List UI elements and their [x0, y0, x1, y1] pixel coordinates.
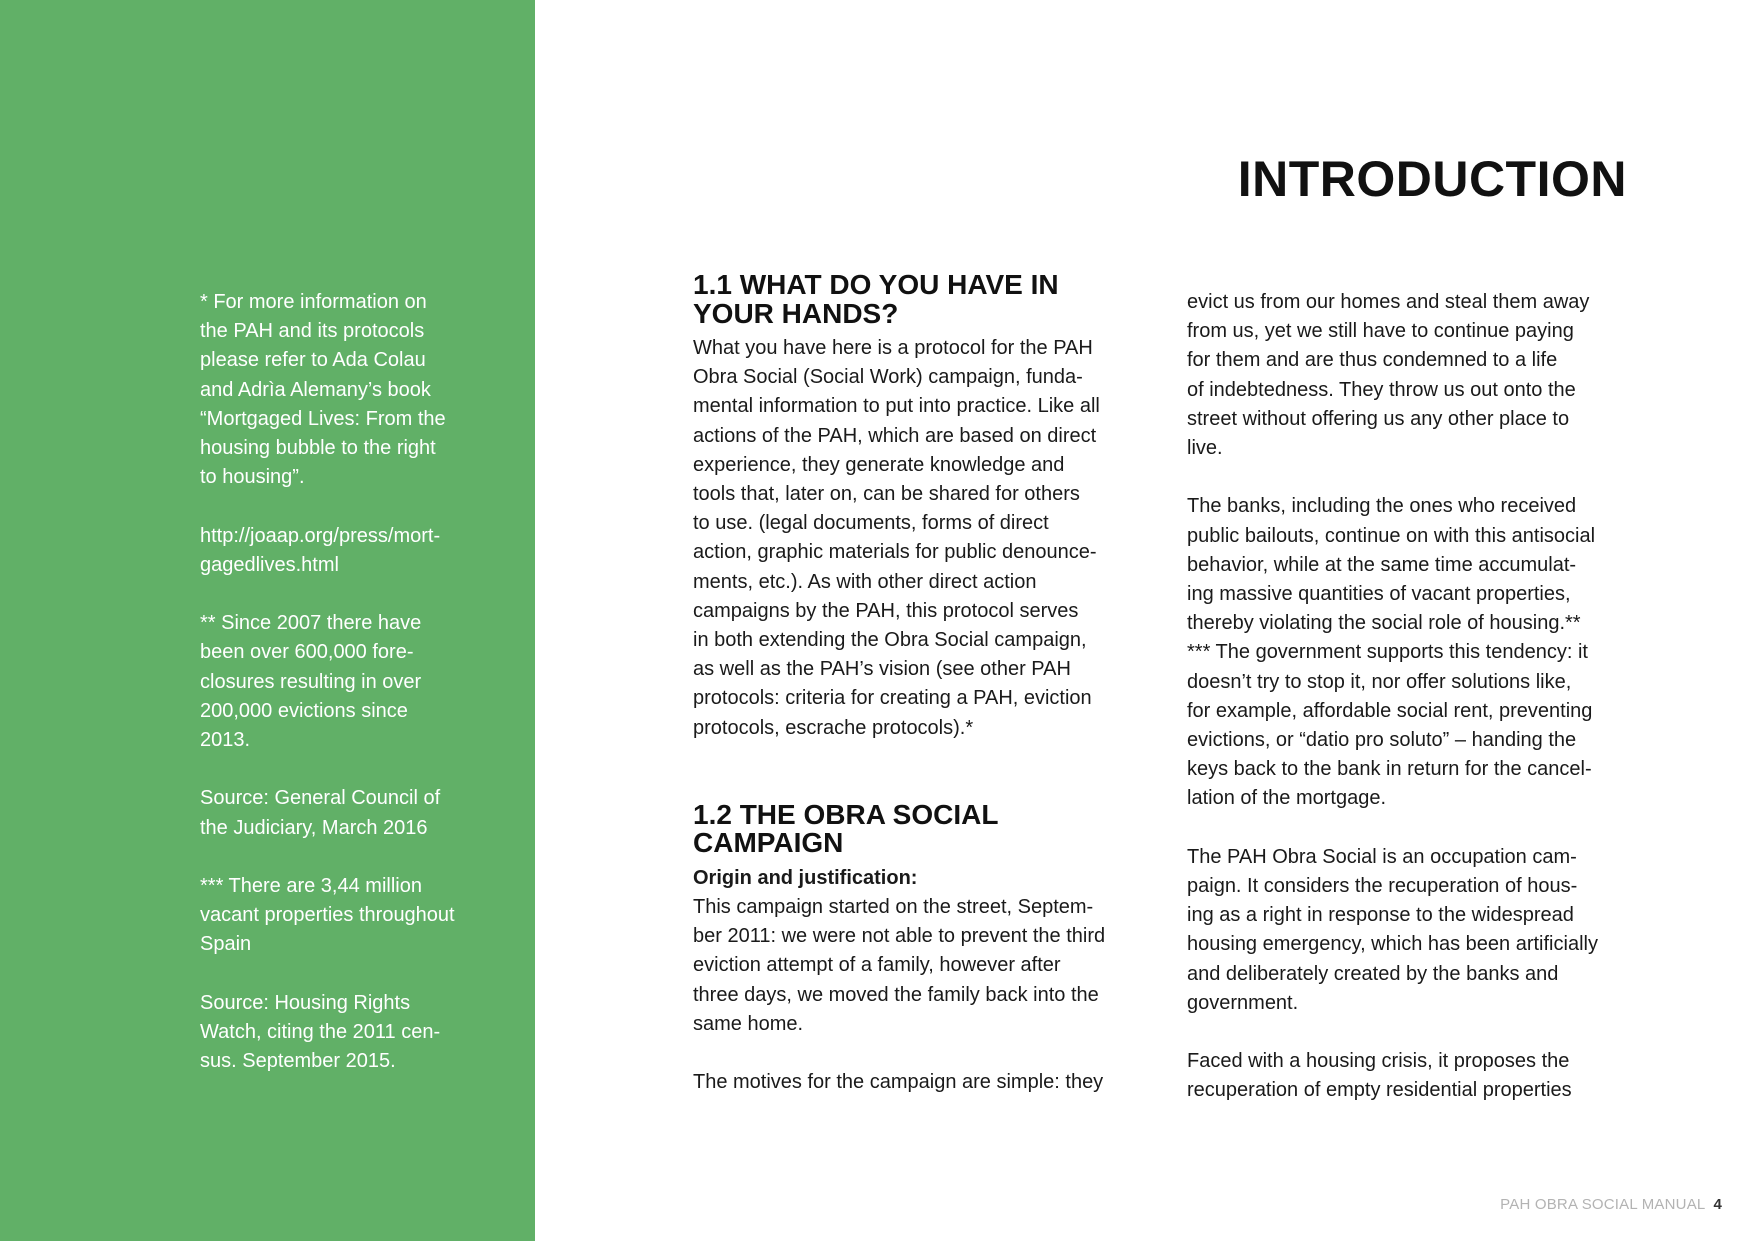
footnote-vacant-properties: *** There are 3,44 million vacant properties throughout Spain [200, 875, 455, 956]
left-text-column [693, 271, 1153, 1097]
page-title: INTRODUCTION [1237, 151, 1627, 207]
footer-manual-title: PAH OBRA SOCIAL MANUAL [1500, 1196, 1706, 1213]
paragraph-banks: The banks, including the ones who received public bailouts, continue on with this antisocial behavior, while at the same time accumulat- ing massive quantities of vacant properties, thereby violating the social role of housing.** *** The government supports this tendency: it doesn’t try to stop it, nor offer solutions like, for example, affordable social rent, preventing evictions, or “datio pro soluto” – handing the keys back to the bank in return for the cancel- lation of the mortgage. [1187, 495, 1596, 810]
green-sidebar [0, 0, 535, 1241]
footnote-source-housing-rights: Source: Housing Rights Watch, citing the 2011 cen- sus. September 2015. [200, 991, 441, 1073]
page-footer [1500, 1196, 1722, 1213]
origin-body: This campaign started on the street, Septem- ber 2011: we were not able to prevent the third eviction attempt of a family, however after three days, we moved the family back into the same home. [693, 896, 1106, 1035]
page-number: 4 [1713, 1196, 1722, 1213]
paragraph-evictions: evict us from our homes and steal them away from us, yet we still have to continue paying for them and are thus condemned to a life of indebtedness. They throw us out onto the street without offering us any other place to live. [1187, 291, 1590, 460]
sidebar-footnotes [200, 288, 490, 1106]
motives-body: The motives for the campaign are simple: they [693, 1071, 1104, 1094]
footnote-book-reference: * For more information on the PAH and its protocols please refer to Ada Colau and Adrìa Alemany’s book “Mortgaged Lives: From the housing bubble to the right to housing”. [200, 291, 446, 489]
paragraph-occupation-campaign: The PAH Obra Social is an occupation cam- paign. It considers the recuperation of hous- ing as a right in response to the widespread housing emergency, which has been artificially and deliberately created by the banks and government. [1187, 845, 1598, 1014]
footnote-foreclosures: ** Since 2007 there have been over 600,000 fore- closures resulting in over 200,000 evictions since 2013. [200, 612, 422, 752]
paragraph-housing-crisis: Faced with a housing crisis, it proposes the recuperation of empty residential properties [1187, 1050, 1572, 1102]
section-1-1-body: What you have here is a protocol for the PAH Obra Social (Social Work) campaign, funda- mental information to put into practice. Like all actions of the PAH, which are based on direct experience, they generate knowledge and tools that, later on, can be shared for others to use. (legal documents, forms of direct action, graphic materials for public denounce- ments, etc.). As with other direct action campaigns by the PAH, this protocol serves in both extending the Obra Social campaign, as well as the PAH’s vision (see other PAH protocols: criteria for creating a PAH, eviction protocols, escrache protocols).* [693, 337, 1100, 739]
footnote-url: http://joaap.org/press/mort- gagedlives.html [200, 524, 441, 576]
origin-subheading: Origin and justification: [693, 866, 918, 889]
section-1-2-heading: 1.2 THE OBRA SOCIAL CAMPAIGN [693, 798, 999, 859]
section-1-1-heading: 1.1 WHAT DO YOU HAVE IN YOUR HANDS? [693, 269, 1059, 329]
right-text-column [1187, 288, 1637, 1106]
footnote-source-judiciary: Source: General Council of the Judiciary, March 2016 [200, 787, 441, 839]
